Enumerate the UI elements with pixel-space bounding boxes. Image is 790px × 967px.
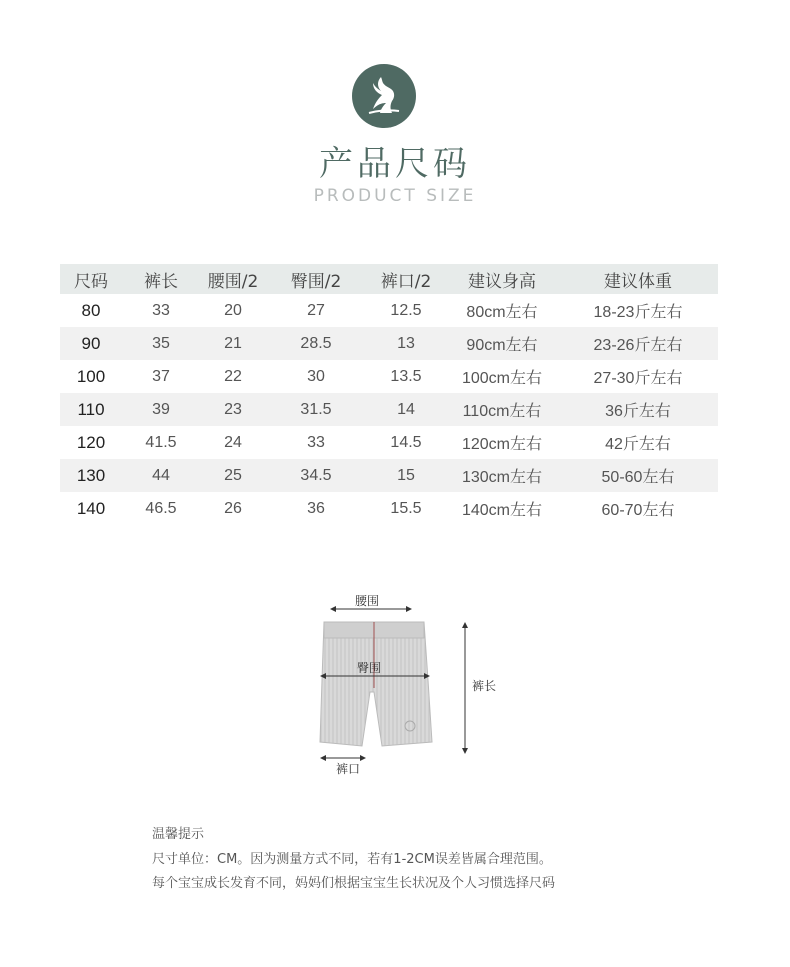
header-height: 建议身高 <box>446 264 558 294</box>
page-title: 产品尺码 <box>319 144 471 184</box>
cell-weight: 27-30斤左右 <box>593 370 683 387</box>
cell-waist: 24 <box>224 433 242 451</box>
cell-hem: 12.5 <box>390 301 422 319</box>
notes-line-unit: 尺寸单位：CM。因为测量方式不同，若有1-2CM误差皆属合理范围。 <box>152 852 552 867</box>
table-row <box>60 492 718 525</box>
cell-hip: 28.5 <box>266 327 366 360</box>
notes-line-advice: 每个宝宝成长发育不同，妈妈们根据宝宝生长状况及个人习惯选择尺码 <box>152 876 556 891</box>
cell-size: 120 <box>76 432 106 452</box>
header-hem: 裤口/2 <box>366 264 446 294</box>
cell-waist: 22 <box>224 367 242 385</box>
cell-weight: 42斤左右 <box>605 436 671 453</box>
cell-weight: 60-70左右 <box>601 502 675 519</box>
cell-hip: 31.5 <box>266 393 366 426</box>
table-row <box>60 360 718 393</box>
page-subtitle: PRODUCT SIZE <box>313 186 477 206</box>
cell-size: 110 <box>60 393 122 426</box>
size-table <box>60 264 718 525</box>
hip-label: 臀围 <box>357 661 382 675</box>
table-row <box>60 327 718 360</box>
cell-hem: 15.5 <box>390 499 422 517</box>
cell-waist: 26 <box>224 499 242 517</box>
cell-height: 100cm左右 <box>461 370 543 387</box>
table-row <box>60 459 718 492</box>
cell-length: 37 <box>152 367 170 385</box>
cell-height: 90cm左右 <box>446 327 558 360</box>
length-label: 裤长 <box>472 679 497 693</box>
shorts-measurement-diagram <box>300 580 520 780</box>
cell-hem: 14 <box>366 393 446 426</box>
cell-waist: 23 <box>200 393 266 426</box>
notes-title: 温馨提示 <box>152 827 205 842</box>
cell-hip: 30 <box>307 367 325 385</box>
cell-height: 140cm左右 <box>461 502 543 519</box>
cell-weight: 36斤左右 <box>558 393 718 426</box>
cell-hip: 36 <box>307 499 325 517</box>
cell-hem: 14.5 <box>390 433 422 451</box>
table-row <box>60 426 718 459</box>
cell-length: 46.5 <box>145 499 177 517</box>
cell-hem: 15 <box>366 459 446 492</box>
waist-label: 腰围 <box>355 594 380 608</box>
cell-height: 130cm左右 <box>446 459 558 492</box>
cell-hem: 13.5 <box>390 367 422 385</box>
cell-height: 80cm左右 <box>466 304 538 321</box>
cell-height: 120cm左右 <box>461 436 543 453</box>
cell-length: 33 <box>152 301 170 319</box>
table-row <box>60 393 718 426</box>
cell-height: 110cm左右 <box>446 393 558 426</box>
header-size: 尺码 <box>60 264 122 294</box>
cell-weight: 50-60左右 <box>558 459 718 492</box>
cell-weight: 23-26斤左右 <box>558 327 718 360</box>
cell-hem: 13 <box>366 327 446 360</box>
cell-length: 35 <box>122 327 200 360</box>
table-header-row <box>60 264 718 294</box>
header-weight: 建议体重 <box>558 264 718 294</box>
cell-size: 90 <box>60 327 122 360</box>
header-hip: 臀围/2 <box>266 264 366 294</box>
table-row <box>60 294 718 327</box>
hem-label: 裤口 <box>336 762 361 776</box>
cell-length: 39 <box>122 393 200 426</box>
cell-waist: 21 <box>200 327 266 360</box>
cell-size: 130 <box>60 459 122 492</box>
cell-waist: 20 <box>224 301 242 319</box>
cell-length: 41.5 <box>145 433 177 451</box>
cell-waist: 25 <box>200 459 266 492</box>
cell-length: 44 <box>122 459 200 492</box>
cell-hip: 34.5 <box>266 459 366 492</box>
header-length: 裤长 <box>122 264 200 294</box>
cell-hip: 33 <box>307 433 325 451</box>
rabbit-logo-icon <box>352 64 416 128</box>
cell-size: 100 <box>76 366 106 386</box>
cell-hip: 27 <box>307 301 325 319</box>
cell-size: 80 <box>81 300 101 320</box>
cell-size: 140 <box>76 498 106 518</box>
cell-weight: 18-23斤左右 <box>593 304 683 321</box>
header-waist: 腰围/2 <box>200 264 266 294</box>
